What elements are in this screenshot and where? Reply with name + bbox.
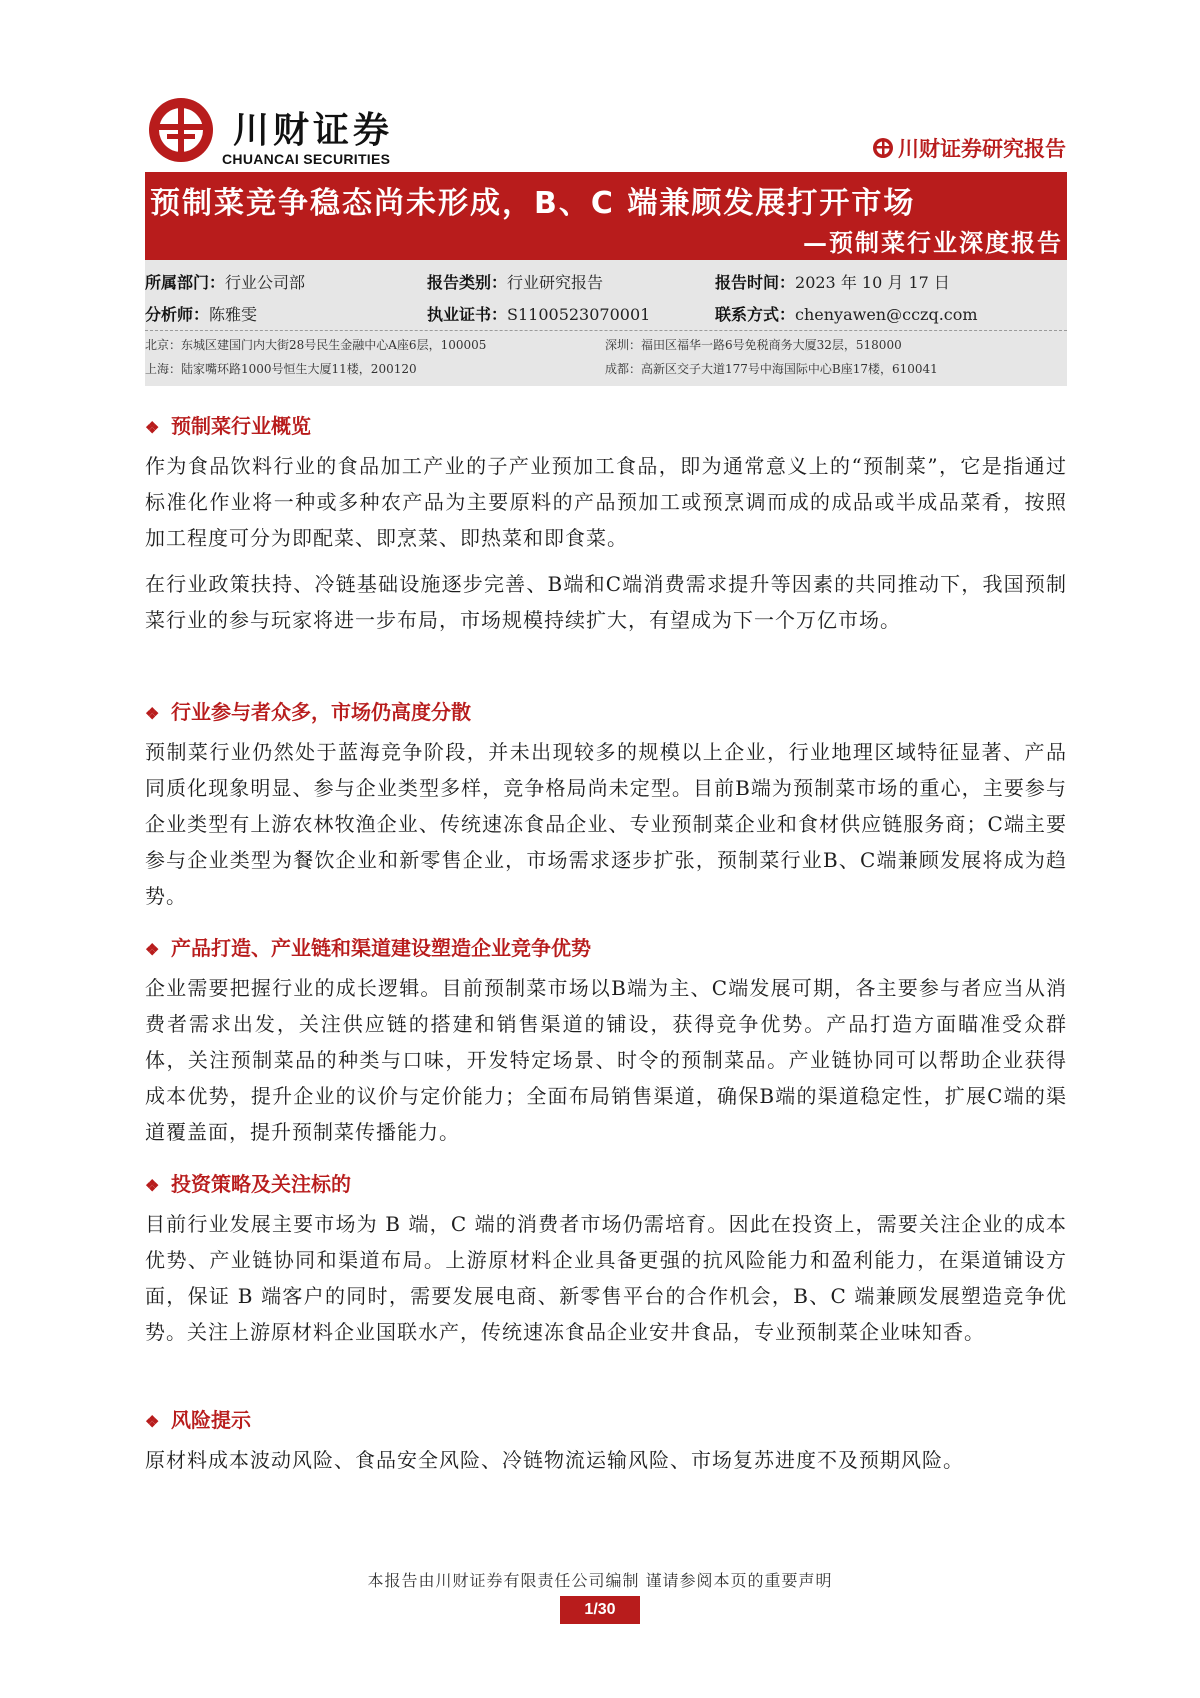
company-logo-icon	[145, 96, 217, 164]
diamond-bullet-icon: ❖	[145, 1176, 160, 1195]
paragraph: 作为食品饮料行业的食品加工产业的子产业预加工食品，即为通常意义上的“预制菜”，它是指通过标准化作业将一种或多种农产品为主要原料的产品预加工或预烹调而成的成品或半成品菜肴，按照加工程度可分为即配菜、即烹菜、即热菜和即食菜。	[145, 454, 1067, 550]
address-beijing: 北京：东城区建国门内大街28号民生金融中心A座6层，100005	[145, 338, 487, 352]
diamond-bullet-icon: ❖	[145, 418, 160, 437]
date-info: 报告时间：2023 年 10 月 17 日	[715, 273, 950, 292]
diamond-bullet-icon: ❖	[145, 704, 160, 723]
paragraph: 预制菜行业仍然处于蓝海竞争阶段，并未出现较多的规模以上企业，行业地理区域特征显著、产品同质化现象明显、参与企业类型多样，竞争格局尚未定型。目前B端为预制菜市场的重心，主要参与企业类型有上游农林牧渔企业、传统速冻食品企业、专业预制菜企业和食材供应链服务商；C端主要参与企业类型为餐饮企业和新零售企业，市场需求逐步扩张，预制菜行业B、C端兼顾发展将成为趋势。	[145, 740, 1067, 908]
address-shenzhen: 深圳：福田区福华一路6号免税商务大厦32层，518000	[605, 338, 902, 352]
address-chengdu: 成都：高新区交子大道177号中海国际中心B座17楼，610041	[605, 362, 938, 376]
mini-logo-icon	[872, 137, 894, 159]
page-number: 1/30	[560, 1596, 640, 1624]
paragraph: 企业需要把握行业的成长逻辑。目前预制菜市场以B端为主、C端发展可期，各主要参与者应当从消费者需求出发，关注供应链的搭建和销售渠道的铺设，获得竞争优势。产品打造方面瞄准受众群体，关注预制菜品的种类与口味，开发特定场景、时令的预制菜品。产业链协同可以帮助企业获得成本优势，提升企业的议价与定价能力；全面布局销售渠道，确保B端的渠道稳定性，扩展C端的渠道覆盖面，提升预制菜传播能力。	[145, 976, 1067, 1144]
report-series-text: 川财证券研究报告	[898, 136, 1066, 161]
paragraph: 目前行业发展主要市场为 B 端，C 端的消费者市场仍需培育。因此在投资上，需要关注企业的成本优势、产业链协同和渠道布局。上游原材料企业具备更强的抗风险能力和盈利能力，在渠道铺设方面，保证 B 端客户的同时，需要发展电商、新零售平台的合作机会，B、C 端兼顾发展塑造竞争优势。关注上游原材料企业国联水产，传统速冻食品企业安井食品，专业预制菜企业味知香。	[145, 1212, 1067, 1344]
brand-name-en: CHUANCAI SECURITIES	[222, 151, 391, 167]
paragraph: 在行业政策扶持、冷链基础设施逐步完善、B端和C端消费需求提升等因素的共同推动下，我国预制菜行业的参与玩家将进一步布局，市场规模持续扩大，有望成为下一个万亿市场。	[145, 572, 1067, 632]
report-info-block	[145, 260, 1067, 386]
section-title-risk: ❖ 风险提示	[145, 1408, 251, 1432]
address-shanghai: 上海：陆家嘴环路1000号恒生大厦11楼，200120	[145, 362, 417, 376]
report-subtitle: —预制菜行业深度报告	[803, 228, 1063, 257]
info-divider	[145, 330, 1067, 331]
diamond-bullet-icon: ❖	[145, 1412, 160, 1431]
footer-disclaimer: 本报告由川财证券有限责任公司编制 谨请参阅本页的重要声明	[367, 1571, 833, 1590]
license-info: 执业证书：S1100523070001	[427, 305, 651, 324]
analyst-info: 分析师：陈雅雯	[145, 305, 258, 324]
section-title-participants: ❖ 行业参与者众多，市场仍高度分散	[145, 700, 471, 724]
diamond-bullet-icon: ❖	[145, 940, 160, 959]
brand-name-cn: 川财证券	[233, 110, 394, 151]
section-title-competitiveness: ❖ 产品打造、产业链和渠道建设塑造企业竞争优势	[145, 936, 591, 960]
paragraph: 原材料成本波动风险、食品安全风险、冷链物流运输风险、市场复苏进度不及预期风险。	[145, 1448, 964, 1472]
section-title-overview: ❖ 预制菜行业概览	[145, 414, 311, 438]
category-info: 报告类别：行业研究报告	[427, 273, 604, 292]
contact-info: 联系方式：chenyawen@cczq.com	[715, 305, 978, 324]
department-info: 所属部门：行业公司部	[145, 273, 306, 292]
report-series-label	[872, 133, 1066, 163]
section-title-investment: ❖ 投资策略及关注标的	[145, 1172, 351, 1196]
report-title: 预制菜竞争稳态尚未形成，B、C 端兼顾发展打开市场	[150, 186, 916, 221]
